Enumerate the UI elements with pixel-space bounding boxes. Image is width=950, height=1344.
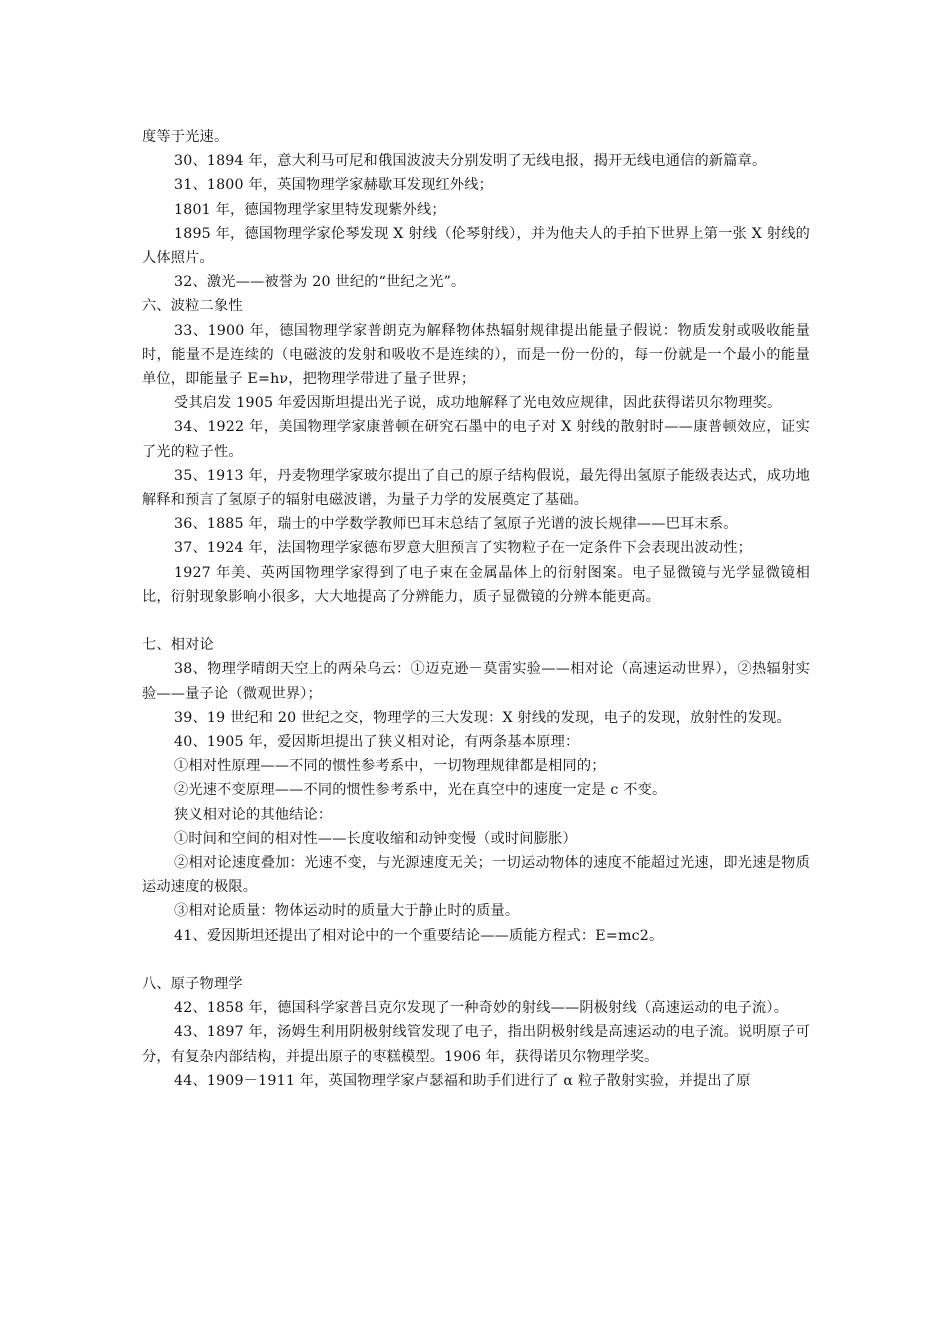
document-page [142,125,810,1093]
paragraph: 42、1858 年，德国科学家普吕克尔发现了一种奇妙的射线——阴极射线（高速运动的电子流）。 [174,1000,789,1017]
paragraph: 35、1913 年，丹麦物理学家玻尔提出了自己的原子结构假说，最先得出氢原子能级表达式，成功地解释和预言了氢原子的辐射电磁波谱，为量子力学的发展奠定了基础。 [142,467,810,509]
paragraph: 38、物理学晴朗天空上的两朵乌云：①迈克逊－莫雷实验——相对论（高速运动世界），②热辐射实验——量子论（微观世界）； [142,661,810,702]
paragraph: 44、1909－1911 年，英国物理学家卢瑟福和助手们进行了 α 粒子散射实验，并提出了原 [174,1072,751,1089]
paragraph: 度等于光速。 [142,129,229,145]
paragraph: 狭义相对论的其他结论： [174,806,333,823]
paragraph: 41、爱因斯坦还提出了相对论中的一个重要结论——质能方程式：E=mc2。 [174,927,664,944]
paragraph: 30、1894 年，意大利马可尼和俄国波波夫分别发明了无线电报，揭开无线电通信的新篇章。 [174,153,767,170]
paragraph: ②相对论速度叠加：光速不变，与光源速度无关；一切运动物体的速度不能超过光速，即光速是物质运动速度的极限。 [142,855,810,896]
paragraph: 31、1800 年，英国物理学家赫歇耳发现红外线； [174,177,494,194]
paragraph: 32、激光——被誉为 20 世纪的“世纪之光”。 [174,274,466,291]
paragraph: 37、1924 年，法国物理学家德布罗意大胆预言了实物粒子在一定条件下会表现出波动性； [174,540,753,557]
paragraph: 40、1905 年，爱因斯坦提出了狭义相对论，有两条基本原理： [174,734,580,751]
paragraph: 36、1885 年，瑞士的中学数学教师巴耳末总结了氢原子光谱的波长规律——巴耳末系。 [174,516,738,533]
paragraph: ③相对论质量：物体运动时的质量大于静止时的质量。 [174,903,520,920]
paragraph: 34、1922 年，美国物理学家康普顿在研究石墨中的电子对 X 射线的散射时——康普顿效应，证实了光的粒子性。 [142,419,810,460]
paragraph: 43、1897 年，汤姆生利用阴极射线管发现了电子，指出阴极射线是高速运动的电子流。说明原子可分，有复杂内部结构，并提出原子的枣糕模型。1906 年，获得诺贝尔物理学奖。 [142,1024,810,1065]
paragraph: 1801 年，德国物理学家里特发现紫外线； [174,201,446,218]
paragraph: 1895 年，德国物理学家伦琴发现 X 射线（伦琴射线），并为他夫人的手拍下世界上第一张 X 射线的人体照片。 [142,225,810,267]
paragraph: ①时间和空间的相对性——长度收缩和动钟变慢（或时间膨胀） [174,830,577,847]
paragraph: ①相对性原理——不同的惯性参考系中，一切物理规律都是相同的； [174,758,606,775]
paragraph: 1927 年美、英两国物理学家得到了电子束在金属晶体上的衍射图案。电子显微镜与光学显微镜相比，衍射现象影响小很多，大大地提高了分辨能力，质子显微镜的分辨本能更高。 [142,564,810,605]
paragraph: 39、19 世纪和 20 世纪之交，物理学的三大发现：X 射线的发现，电子的发现，放射性的发现。 [174,709,791,726]
paragraph: 33、1900 年，德国物理学家普朗克为解释物体热辐射规律提出能量子假说：物质发射或吸收能量时，能量不是连续的（电磁波的发射和吸收不是连续的），而是一份一份的，每一份就是一个最小的能量单位，即能量子 E=hν，把物理学带进了量子世界； [142,322,810,388]
paragraph: ②光速不变原理——不同的惯性参考系中，光在真空中的速度一定是 c 不变。 [174,782,667,799]
blank-line [142,948,810,972]
section-heading: 六、波粒二象性 [142,298,243,315]
section-heading: 八、原子物理学 [142,976,243,993]
blank-line [142,609,810,633]
section-heading: 七、相对论 [142,637,214,654]
paragraph: 受其启发 1905 年爱因斯坦提出光子说，成功地解释了光电效应规律，因此获得诺贝尔物理奖。 [174,395,782,412]
